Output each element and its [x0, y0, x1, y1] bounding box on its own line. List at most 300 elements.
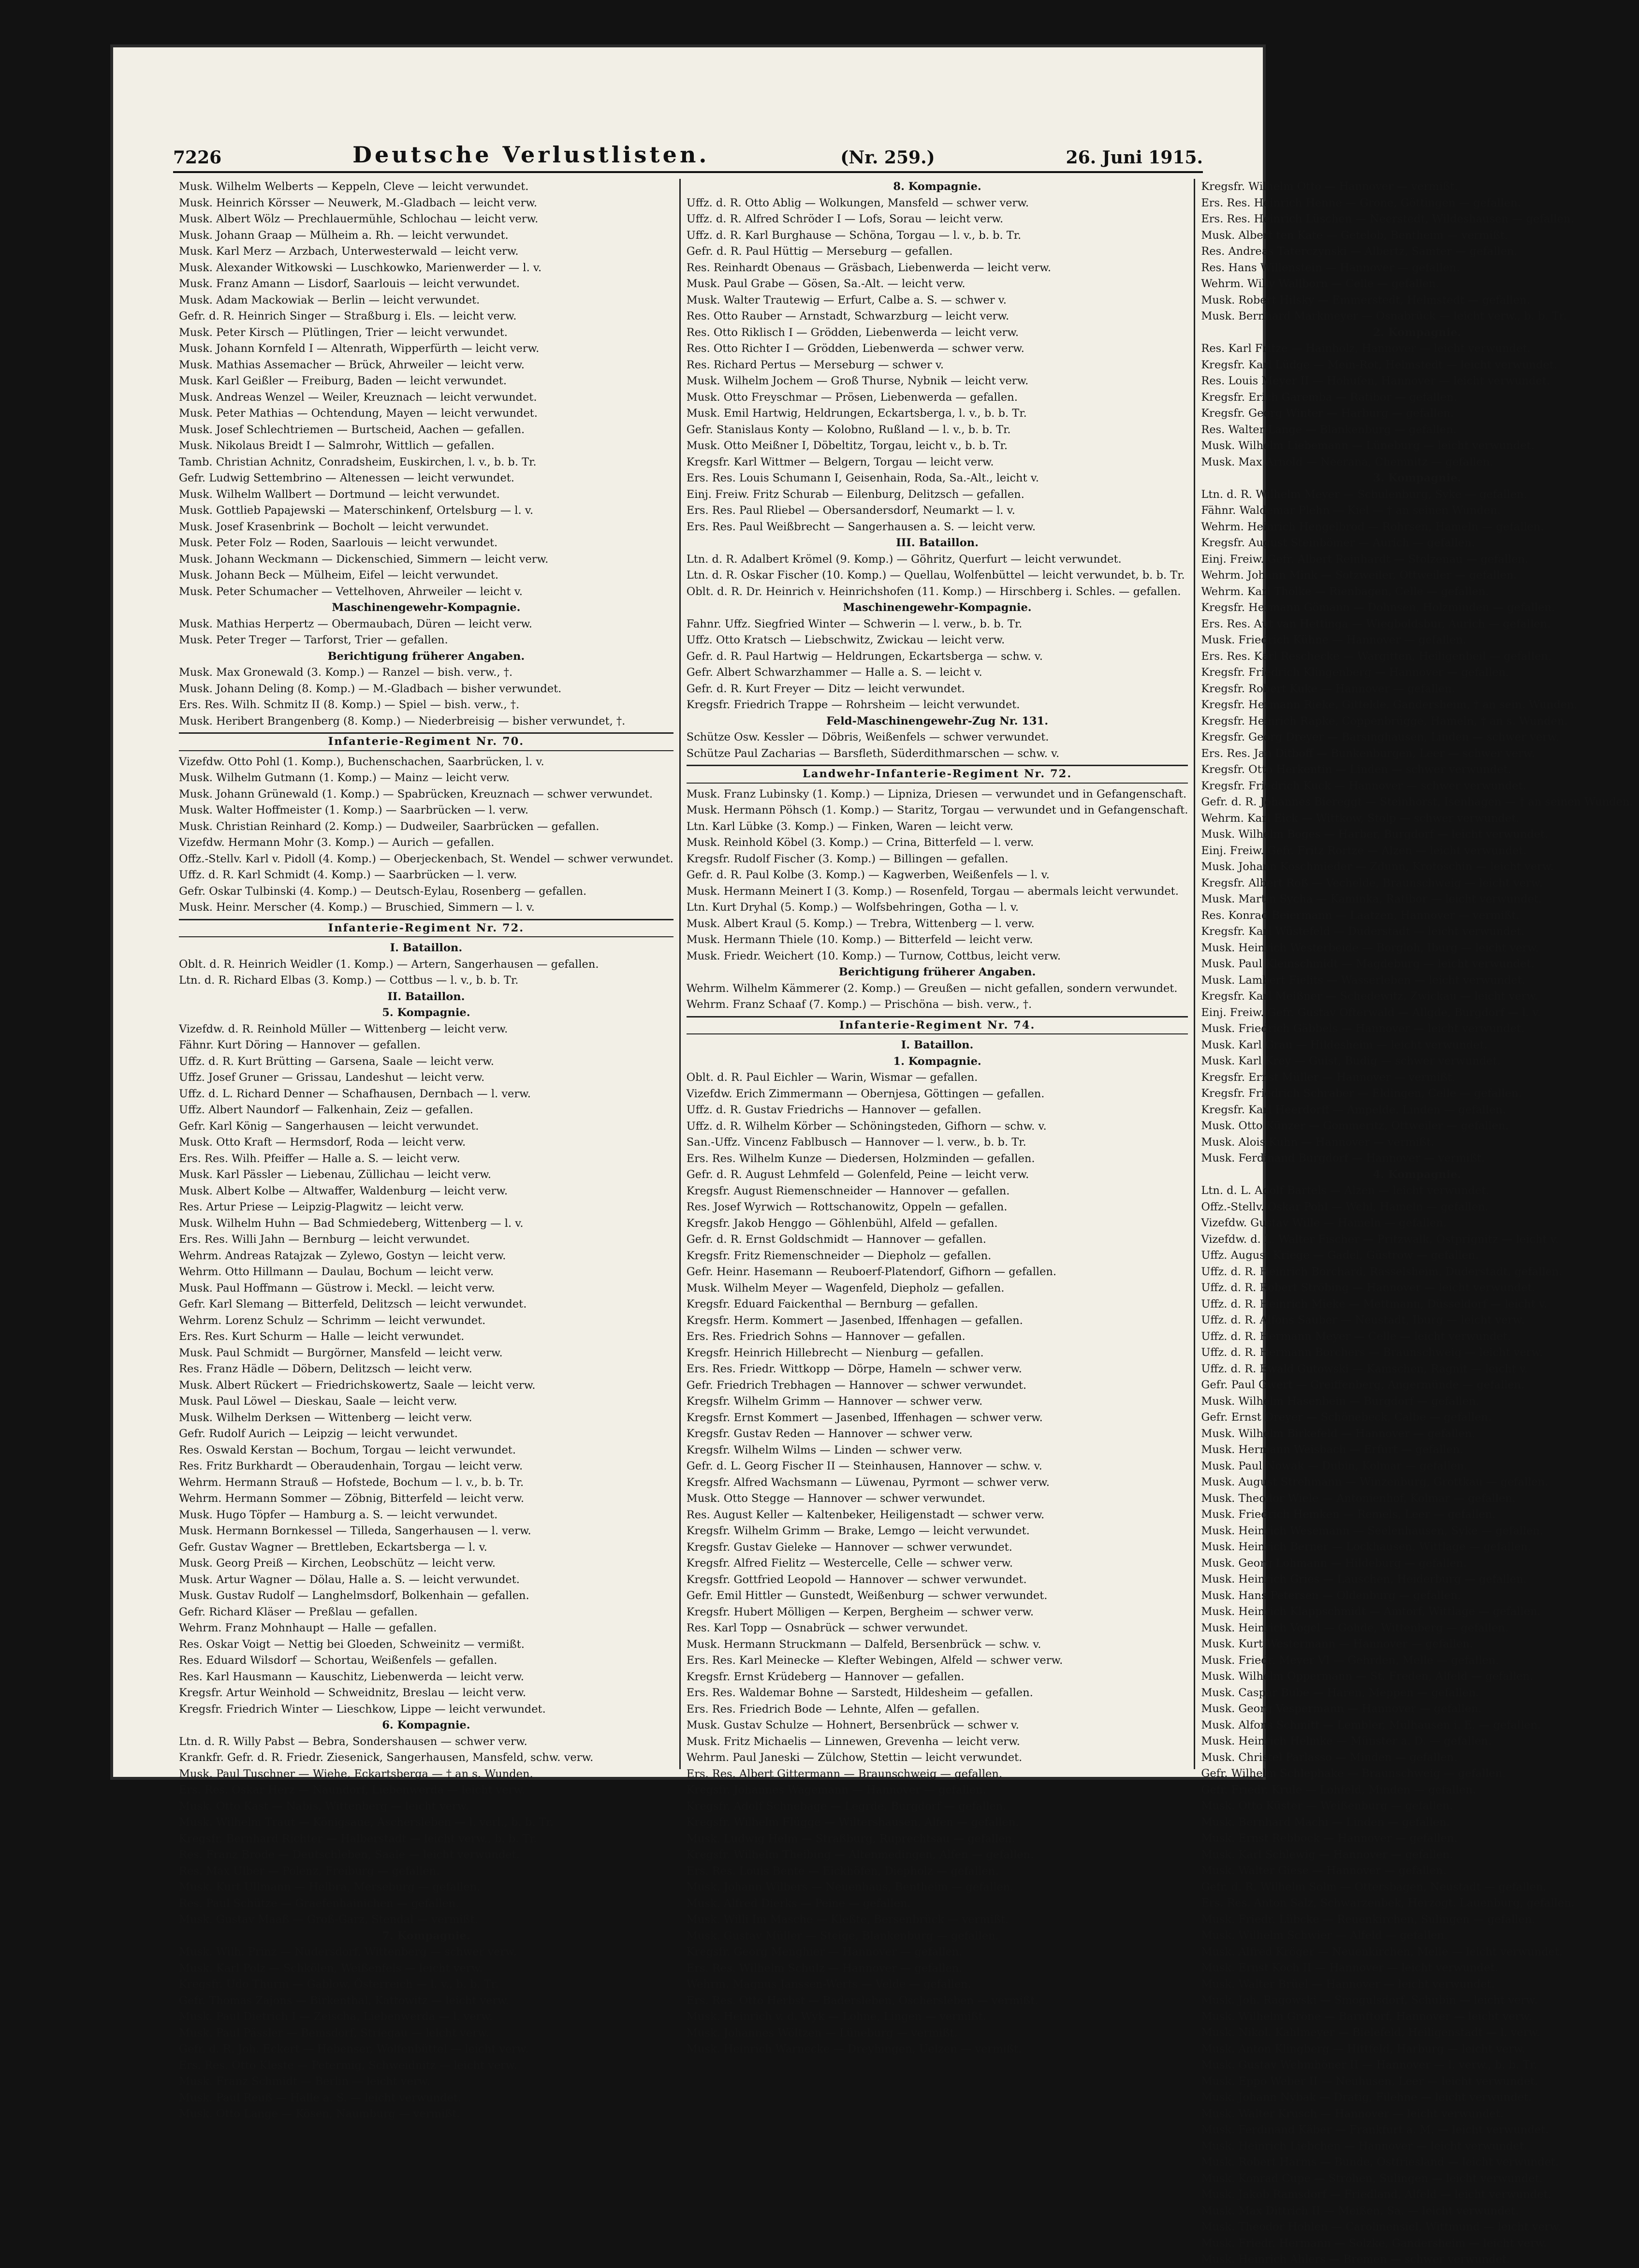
casualty-entry: Wehrm. Hermann Strauß — Hofstede, Bochum — l. v., b. b. Tr. — [179, 1476, 524, 1489]
casualty-entry: San.-Uffz. Vincenz Fablbusch — Hannover — l. verw., b. b. Tr. — [686, 1136, 1026, 1149]
casualty-entry: Res. Walter Lange — Blankenburg — gefallen. — [1201, 423, 1457, 436]
casualty-entry: Uffz. d. R. Robert Ströbing — Hannover — leicht verwundet. — [1201, 1281, 1536, 1294]
casualty-entry: Musk. Karl Pässler — Liebenau, Züllichau — leicht verw. — [179, 1168, 491, 1181]
casualty-entry: Kregsfr. Karl Meißner — Schedewitz, Zwickau — leicht verw. — [1201, 990, 1538, 1003]
casualty-entry: Musk. Hermann Pöhsch (1. Komp.) — Staritz, Torgau — verwundet und in Gefangenschaft. — [686, 804, 1188, 816]
section-heading: Infanterie-Regiment Nr. 74. — [687, 1016, 1188, 1035]
casualty-entry: Kregsfr. Friedrich Kuck — Hannover — schwer verwundet. — [1201, 779, 1526, 792]
casualty-entry: Musk. Max Arnold — Neerana, Chemnitz — gefallen. — [1201, 455, 1493, 468]
casualty-entry: Kregsfr. Georg Menghier — Hannover — gefallen. — [686, 1946, 963, 1958]
casualty-entry: Musk. Ferdinand Käber — Frankfurt a. M. — leicht verwundet. — [1201, 2123, 1549, 2136]
casualty-entry: Musk. Heinrich Berner — Lockhausen, Wittlage — gefallen. — [1201, 1541, 1531, 1553]
casualty-entry: Musk. Heinrich Körsser — Neuwerk, M.-Gladbach — leicht verw. — [179, 196, 538, 209]
section-heading: 2. Kompagnie. — [1373, 326, 1462, 339]
casualty-entry: Ers. Res. Karl Meinecke — Klefter Webingen, Alfeld — schwer verw. — [686, 1654, 1063, 1667]
casualty-entry: Fahnr. Uffz. Siegfried Winter — Schwerin — l. verw., b. b. Tr. — [686, 617, 1023, 630]
casualty-entry: Res. Reinhardt Obenaus — Gräsbach, Liebenwerda — leicht verw. — [686, 261, 1052, 274]
casualty-entry: Musk. Bernhard Machi — Linden — gefallen. — [1201, 1816, 1450, 1829]
casualty-entry: Musk. Willi Im Masche — Kleßte, Bersenbrück — vermißt. — [686, 1913, 1009, 1926]
casualty-entry: Vizefdw. Gustav Wille — Hameln — gefallen. — [1201, 1217, 1447, 1229]
casualty-entry: Gefr. Ludwig Settembrino — Altenessen — leicht verwundet. — [179, 472, 514, 484]
section-heading: Landwehr-Infanterie-Regiment Nr. 72. — [687, 765, 1188, 784]
casualty-entry: Musk. Walter Krusch — Hannover — leicht verwundet. — [1201, 2107, 1504, 2120]
casualty-entry: Res. Hans Willenstein — Hannover — gefallen. — [1201, 261, 1460, 274]
casualty-entry: Kregsfr. Alfred Fielitz — Westercelle, Celle — schwer verw. — [686, 1557, 1013, 1570]
casualty-entry: Gefr. d. L. Georg Fischer II — Steinhausen, Hannover — schw. v. — [686, 1460, 1042, 1472]
casualty-entry: Res. August Keller — Kaltenbeker, Heiligenstadt — schwer verw. — [686, 1508, 1045, 1521]
casualty-entry: Musk. Hermann Thiele (10. Komp.) — Bitterfeld — leicht verw. — [686, 933, 1033, 946]
casualty-entry: Ltn. d. R. Adalbert Krömel (9. Komp.) — Göhritz, Querfurt — leicht verwundet. — [686, 552, 1122, 566]
casualty-entry: Musk. Wilhelm Gutmann (1. Komp.) — Mainz — leicht verw. — [179, 771, 510, 784]
casualty-entry: Res. Karl Topp — Osnabrück — schwer verwundet. — [686, 1622, 968, 1634]
casualty-entry: Musk. Heinrich v. d. Wyk — Lohne, Lingen — vermißt. — [686, 2010, 986, 2023]
casualty-entry: Musk. Nikol. Kahlmeyer — Bielefeld, Heiligenstadt — l. verw. — [1201, 2026, 1540, 2039]
casualty-entry: Musk. Robert Harms — Bunde, Ostfriesland — leicht verwundet. — [1201, 2156, 1559, 2168]
casualty-entry: Kregsfr. Karl Lüdge — Mein-Rot, Helmstedt — leicht verwundet. — [1201, 358, 1557, 371]
casualty-entry: Res. Richard Pertus — Merseburg — schwer v. — [686, 358, 944, 371]
section-heading: Feld-Maschinengewehr-Zug Nr. 131. — [826, 714, 1049, 727]
casualty-entry: Gefr. Thomas Zajons — Birkenthal, Kattowitz — leicht verw. — [179, 1994, 510, 2007]
casualty-entry: Musk. Albert Wölz — Prechlauermühle, Schlochau — leicht verw. — [179, 213, 539, 225]
section-heading: Berichtigung früherer Angaben. — [838, 966, 1036, 978]
casualty-entry: Ers. Res. Waldemar Bohne — Sarstedt, Hildesheim — gefallen. — [686, 1686, 1033, 1699]
casualty-entry: Musk. Peter Folz — Roden, Saarlouis — leicht verwundet. — [179, 537, 498, 549]
casualty-entry: Schütze Osw. Kessler — Döbris, Weißenfels — schwer verwundet. — [686, 731, 1049, 743]
section-heading: 7. Kompagnie. — [382, 1929, 470, 1942]
casualty-entry: Musk. Johann Kornfeld I — Altenrath, Wipperfürth — leicht verw. — [179, 342, 540, 355]
section-heading: 4. Kompagnie. — [1373, 1168, 1462, 1181]
casualty-entry: Kregsfr. Hermann Gömann — Dohnsen, Holzminden — gefallen. — [1201, 601, 1555, 614]
casualty-entry: Musk. Hermann Weisbach — Erfurt — gefallen. — [1201, 1443, 1463, 1456]
casualty-entry: Musk. Otto Küster — Weißenburg — gefallen. — [1201, 1800, 1453, 1812]
casualty-entry: Kregsfr. Otto Herkentin — Linden — schwer verwundet. — [1201, 763, 1511, 776]
casualty-entry: Wehrm. Willy Wallborn — Celle — gefallen. — [1201, 277, 1439, 290]
column-3 — [1194, 179, 1639, 2266]
casualty-entry: Ers. Res. Otto Herbst — Badersleben, Oschersleben — vermißt. — [686, 1994, 1039, 2007]
casualty-entry: Kregsfr. Georg Dreyer — Barsinghausen, Linden — schwer verw. — [1201, 731, 1559, 743]
casualty-entry: Kregsfr. Friedrich Winter — Lieschkow, Lippe — leicht verwundet. — [179, 1702, 546, 1716]
casualty-entry: Musk. Karl Grau — Hildesheim — leicht verwundet. — [1201, 1038, 1488, 1051]
casualty-entry: Kregsfr. Artur Weinhold — Schweidnitz, Breslau — leicht verw. — [179, 1686, 527, 1699]
casualty-entry: Musk. Georg Vespermann — Hannover — gefallen. — [1201, 1702, 1482, 1715]
casualty-entry: Gefr. d. R. Paul Hüttig — Merseburg — gefallen. — [686, 245, 953, 258]
columns — [173, 179, 1633, 2266]
casualty-entry: Musk. Wilhelm Hasenbein — Burgdorf — gefallen. — [1201, 1395, 1479, 1408]
casualty-entry: Musk. Max Dittrich II — Meißen, Sa. — leicht verwundet. — [1201, 2204, 1519, 2217]
casualty-entry: Musk. Alexander Witkowski — Luschkowko, Marienwerder — l. v. — [179, 261, 542, 274]
casualty-entry: Musk. Eppo Weber II — Neuhusen, Leer — leicht verwundet. — [1201, 2075, 1538, 2088]
casualty-entry: Kregsfr. Heinrich Rapke, Coppenbrügge, Hameln, † an s. Wunden. — [1201, 714, 1568, 727]
casualty-entry: Musk. Jakob Ramsdorf — Friedland, Alfeld — leicht verwundet. — [1201, 2188, 1551, 2201]
section-heading: I. Bataillon. — [390, 942, 463, 954]
casualty-entry: Ers. Res. Friedrich Sohns — Hannover — gefallen. — [686, 1330, 966, 1343]
casualty-entry: Wehrm. Karl Eick — Wittkow, Stolp — schwer verwundet. — [1201, 812, 1520, 825]
casualty-entry: Wehrm. Franz Schaaf (7. Komp.) — Prischöna — bish. verw., †. — [686, 998, 1032, 1011]
casualty-entry: Musk. Otto Stegge — Hannover — schwer verwundet. — [686, 1492, 985, 1505]
casualty-entry: Gefr. d. R. August Lehmfeld — Golenfeld, Peine — leicht verw. — [686, 1168, 1029, 1181]
casualty-entry: Musk. Otto Künzer — Gommeritz, Ottweiler — gefallen. — [1201, 1119, 1509, 1132]
casualty-entry: Kregsfr. Gustav Reden — Hannover — schwer verw. — [686, 1427, 973, 1440]
casualty-entry: Uffz. d. R. Wilhelm Körber — Schöningsteden, Gifhorn — schw. v. — [686, 1119, 1047, 1133]
casualty-entry: Vizefdw. Otto Pohl (1. Komp.), Buchenschachen, Saarbrücken, l. v. — [179, 755, 544, 768]
casualty-entry: Musk. Franz Lubinsky (1. Komp.) — Lipniza, Driesen — verwundet und in Gefangenschaft. — [686, 787, 1187, 800]
casualty-entry: Schütze Paul Zacharias — Barsfleth, Süderdithmarschen — schw. v. — [686, 747, 1060, 760]
casualty-entry: Musk. Karl Polz — Schkölen, Weißenfels — leicht verw. — [179, 1962, 483, 1975]
casualty-entry: Gefr. Ernst Dreyer — Schönebeck, Calbe — gefallen. — [1201, 1411, 1492, 1424]
casualty-entry: Kregsfr. August Steinbömer — Aurich — gefallen. — [1201, 537, 1475, 549]
casualty-entry: Musk. Gustav Wehmhöner II — Hannover — l. verw., b. b. Tr. — [1201, 2059, 1537, 2071]
casualty-entry: Musk. Andreas Wenzel — Weiler, Kreuznach — leicht verwundet. — [179, 391, 537, 404]
casualty-entry: Musk. Wilhelm Traut — Königsaue, Aschersleben — l. verl., b. b. Tr. — [179, 1816, 554, 1829]
column-1 — [173, 179, 679, 2120]
casualty-entry: Ers. Res. Wilhelm Schulz — Hannover — gefallen. — [686, 1962, 963, 1975]
casualty-entry: Musk. Theodor Hohlen — Carolinensiel, Wittmund — leicht verw. — [1201, 2221, 1562, 2233]
casualty-entry: Kregsfr. Wilhelm Theibing — Altenmedingen, Alfen — gefallen. — [686, 1848, 1034, 1861]
casualty-entry: Musk. Alfons Schmitt — Lembler, Mülhausen i. E. — gefallen. — [1201, 1718, 1541, 1731]
casualty-entry: Kregsfr. Rudolf Fischer (3. Komp.) — Billingen — gefallen. — [686, 852, 1009, 865]
casualty-entry: Ltn. d. R. Oskar Fischer (10. Komp.) — Quellau, Wolfenbüttel — leicht verwundet, b. b. Tr. — [686, 569, 1185, 582]
casualty-entry: Kregsfr. Heinrich Hillebrecht — Nienburg — gefallen. — [686, 1346, 984, 1359]
casualty-entry: Musk. Georg Preiß — Kirchen, Leobschütz — leicht verw. — [179, 1557, 496, 1570]
casualty-entry: Uffz. Otto Kratsch — Liebschwitz, Zwickau — leicht verw. — [686, 634, 1005, 646]
casualty-entry: Musk. Emil Hartwig, Heldrungen, Eckartsberga, l. v., b. b. Tr. — [686, 407, 1027, 420]
casualty-entry: Fähnr. Kurt Döring — Hannover — gefallen. — [179, 1039, 421, 1051]
casualty-entry: Ltn. Kurt Dryhal (5. Komp.) — Wolfsbehringen, Gotha — l. v. — [686, 901, 1019, 914]
casualty-entry: Musk. Theodor Wiele — Antonienhof, Kolmar — gefallen. — [1201, 1492, 1516, 1505]
casualty-entry: Musk. Paul Kleinschmidt — Magdeburg — leicht verwundet. — [1201, 958, 1535, 970]
casualty-entry: Kregsfr. Herm. Kommert — Jasenbed, Iffenhagen — gefallen. — [686, 1314, 1023, 1327]
casualty-entry: Res. Oswald Kerstan — Bochum, Torgau — leicht verwundet. — [179, 1443, 516, 1456]
casualty-entry: Ers. Res. Friedrich Bode — Lehnte, Alfen — gefallen. — [686, 1702, 980, 1716]
casualty-entry: Wehrm. Heinrich Hengelbrod — Rohrsen, Hameln — gefallen. — [1201, 520, 1544, 533]
casualty-entry: Kregsfr. Johannes Wagemann — Hannover — gefallen. — [686, 1784, 986, 1796]
section-heading: 8. Kompagnie. — [893, 180, 981, 193]
casualty-entry: Gefr. d. R. Wilhelm Solm — Ottersbagen, Neustadt — gefallen. — [1201, 1880, 1547, 1893]
casualty-entry: Musk. Nikolaus Breidt I — Salmrohr, Wittlich — gefallen. — [179, 439, 495, 452]
casualty-entry: Kregsfr. Fritz Riemenschneider — Diepholz — gefallen. — [686, 1249, 992, 1262]
casualty-entry: Musk. Friedr. Meyer VI — Gehrden, Melle — gefallen. — [1201, 1654, 1499, 1667]
casualty-entry: Gefr. d. R. Paul Kolbe (3. Komp.) — Kagwerben, Weißenfels — l. v. — [686, 869, 1050, 881]
casualty-entry: Ers. Res. Willi Jahn — Bernburg — leicht verwundet. — [179, 1233, 470, 1246]
casualty-entry: Uffz. d. R. Hermann Meyer — Celle — leicht verwundet. — [1201, 1330, 1511, 1343]
casualty-entry: Ltn. d. R. Richard Elbas (3. Komp.) — Cottbus — l. v., b. b. Tr. — [179, 974, 519, 987]
casualty-entry: Musk. Gottlieb Papajewski — Materschinkenf, Ortelsburg — l. v. — [179, 504, 533, 517]
page-header — [173, 134, 1203, 168]
section-heading: 1. Kompagnie. — [893, 1055, 981, 1068]
casualty-entry: Wehrm. Magnus Janssen-Werts — Velde — gefallen. — [686, 1978, 971, 1991]
casualty-entry: Uffz. d. R. Karl Burghause — Schöna, Torgau — l. v., b. b. Tr. — [686, 229, 1022, 242]
casualty-entry: Gefr. d. R. Ernst Goldschmidt — Hannover — gefallen. — [686, 1233, 986, 1246]
casualty-entry: Musk. Reinhold Köbel (3. Komp.) — Crina, Bitterfeld — l. verw. — [686, 836, 1034, 849]
casualty-entry: Musk. Heinrich Vogel — Gohde, Wittenberg — gefallen. — [1201, 1621, 1508, 1634]
casualty-entry: Musk. Heinrich Helmke — Münster a. D. — gefallen. — [1201, 1735, 1492, 1747]
casualty-entry: Uffz. d. L. Richard Denner — Schafhausen, Dernbach — l. verw. — [179, 1087, 531, 1100]
section-heading: 6. Kompagnie. — [382, 1719, 470, 1731]
casualty-entry: Musk. Albert Kraul (5. Komp.) — Trebra, Wittenberg — l. verw. — [686, 917, 1035, 930]
casualty-entry: Einj. Freiw. Gefr. Gustav Ofterwald — Allgde, Burgdorf — l. v. — [1201, 1006, 1541, 1019]
casualty-entry: Musk. Bernhard Markmeyer — Osnabrück — leicht verw., b. b. Tr. — [1201, 310, 1567, 322]
casualty-entry: Kregsfr. Erich Garemba — Ratibor — gefallen. — [1201, 391, 1457, 404]
casualty-entry: Musk. Otto Freyschmar — Prösen, Liebenwerda — gefallen. — [686, 391, 1018, 404]
casualty-entry: Kregsfr. Adolf Schnebage — Legrde, Burgdorf — gefallen. — [686, 1800, 1007, 1813]
casualty-entry: Res. Otto Riklisch I — Grödden, Liebenwerda — leicht verw. — [686, 326, 1019, 339]
casualty-entry: Wehrm. Johann Mink — Sotzweiler, Ottweiler — gefallen. — [1201, 569, 1517, 582]
casualty-entry: Gefr. d. R. Paul Hartwig — Heldrungen, Eckartsberga — schw. v. — [686, 650, 1043, 663]
section-heading: Infanterie-Regiment Nr. 70. — [179, 732, 673, 751]
casualty-entry: Kregsfr. Gustav Gieleke — Hannover — schwer verwundet. — [686, 1541, 1012, 1554]
casualty-entry: Musk. Artur Wagner — Dölau, Halle a. S. — leicht verwundet. — [179, 1573, 520, 1586]
section-heading: 3. Kompagnie. — [1373, 472, 1462, 484]
casualty-entry: Musk. Paul Hoffmann — Güstrow i. Meckl. — leicht verw. — [179, 1281, 495, 1294]
casualty-entry: Ers. Res. Louis Bente — Eickhöfen, Diepholz — gefallen. — [686, 1864, 999, 1877]
casualty-entry: Res. Artur Priese — Leipzig-Plagwitz — leicht verw. — [179, 1201, 464, 1213]
casualty-entry: Musk. Heinrich Warnecke — Dreyhingen, Uelzen — vermißt. — [686, 2043, 1022, 2055]
casualty-entry: Musk. Caspar Bube — Haren, Meppen — gefallen. — [1201, 1686, 1479, 1699]
casualty-entry: Ers. Res. Wilh. Pfeiffer — Halle a. S. — leicht verw. — [179, 1152, 460, 1165]
casualty-entry: Uffz. d. R. Ewald Gutowski — Kamschen, Ragnit — leicht v. — [1201, 1362, 1528, 1375]
casualty-entry: Musk. Johannes Wöltzen — Lüneburg — vermißt. — [686, 2026, 958, 2039]
casualty-entry: Musk. Albert Kolbe — Altwaffer, Waldenburg — leicht verw. — [179, 1184, 508, 1197]
casualty-entry: Musk. Hermann Struckmann — Dalfeld, Bersenbrück — schw. v. — [686, 1638, 1041, 1651]
casualty-entry: Musk. Friedrich Gäbbels — Hannover — leicht verwundet. — [1201, 1022, 1525, 1035]
casualty-entry: Gefr. Karl König — Sangerhausen — leicht verwundet. — [179, 1119, 479, 1133]
casualty-entry: Musk. Paul Dietrich I — Zeischa, Liebenwerda — l. verw. — [179, 2010, 493, 2023]
casualty-entry: Einj. Freiw. Gefr. Fritz Rortze — Alzen — leicht verwundet. — [1201, 844, 1527, 857]
casualty-entry: Musk. Wilhelm Oppermann — St. Freden, Alfeld — gefallen. — [1201, 1670, 1534, 1683]
casualty-entry: Musk. Peter Kirsch — Plütlingen, Trier — leicht verwundet. — [179, 326, 508, 339]
casualty-entry: Kregsfr. Gottfried Leopold — Hannover — schwer verwundet. — [686, 1573, 1027, 1586]
issue-date: 26. Juni 1915. — [1066, 147, 1203, 168]
casualty-entry: Musk. Alois Kuhn — Hannover — vermißt. — [1201, 1135, 1434, 1149]
casualty-entry: Kregsfr. Karl Wittmer — Belgern, Torgau — leicht verw. — [686, 455, 994, 468]
casualty-entry: Kregsfr. Karl Wüstefeld — Duderstadt — leicht verwundet. — [1201, 925, 1525, 938]
casualty-entry: Uffz. Josef Gruner — Grissau, Landeshut — leicht verw. — [179, 1071, 485, 1084]
casualty-entry: Res. Max Ulber — Polenz, Freiburg — gefallen. — [179, 1864, 440, 1877]
casualty-entry: Wehrm. Franz Mohnhaupt — Halle — gefallen. — [179, 1622, 437, 1634]
casualty-entry: Musk. Robert Hilsky — Emmerstedt, Helmstedt — gefallen. — [1201, 293, 1530, 306]
casualty-entry: Kregsfr. Wilhelm Wilms — Linden — schwer verw. — [686, 1443, 963, 1456]
casualty-entry: Musk. Hermann Bornkessel — Tilleda, Sangerhausen — l. verw. — [179, 1525, 531, 1537]
casualty-entry: Res. Fritz Burkhardt — Oberaudenhain, Torgau — leicht verw. — [179, 1460, 523, 1472]
casualty-entry: Musk. Kurt Ullmann — Helbra, Merseburg — gefallen. — [179, 1881, 481, 1893]
casualty-entry: Ers. Res. Heinrich Lüschen — Neerstedt, Wildeshausen — gefallen. — [1201, 213, 1574, 225]
casualty-entry: Musk. Walter Giese — Hannover — gefallen. — [1201, 1864, 1447, 1877]
casualty-entry: Gefr. Rudolf Aurich — Leipzig — leicht verwundet. — [179, 1427, 458, 1440]
casualty-entry: Uffz. d. R. Gustav Friedrichs — Hannover — gefallen. — [686, 1104, 981, 1116]
casualty-entry: Kregsfr. Wilhelm Otto — Hannover — vermißt. — [1201, 180, 1458, 193]
casualty-entry: Musk. Heinrich Ahlers — Bremen — schwer verwundet. — [1201, 2253, 1510, 2266]
casualty-entry: Wehrm. Paul Janeski — Zülchow, Stettin — leicht verwundet. — [686, 1751, 1023, 1764]
page-number: 7226 — [173, 147, 222, 168]
casualty-entry: Kregsfr. Albert Roß — Vechelde, Braunschweig — leicht verw. — [1201, 876, 1543, 889]
casualty-entry: Res. Louis Meyer II — Hohufen, Hannover — leicht verwundet. — [1201, 375, 1550, 387]
casualty-entry: Musk. Heinrich Gries — Lauschen, Heiderburg — gefallen. — [1201, 1573, 1527, 1585]
section-heading: I. Bataillon. — [901, 1039, 974, 1051]
casualty-entry: Kregsfr. Bernhard Richter — Halberstadt — leicht verw., b. b. Tr. — [179, 1832, 537, 1845]
casualty-entry: Musk. Peter Mathias — Ochtendung, Mayen — leicht verwundet. — [179, 407, 538, 420]
casualty-entry: Krankfr. Gefr. d. R. Friedr. Ziesenick, Sangerhausen, Mansfeld, schw. verw. — [179, 1751, 594, 1764]
casualty-entry: Res. Otto Rauber — Arnstadt, Schwarzburg — leicht verw. — [686, 310, 1010, 322]
casualty-entry: Musk. Otto Kraft — Hermsdorf, Roda — leicht verw. — [179, 1136, 466, 1149]
casualty-entry: Musk. Lambert Fielits — Wasserleben — leicht verwundet. — [1201, 974, 1525, 987]
casualty-entry: Musk. Hans Petersen — Oldenburg — gefallen. — [1201, 1589, 1461, 1602]
casualty-entry: Res. Franz Hädle — Döbern, Delitzsch — leicht verw. — [179, 1363, 472, 1375]
casualty-entry: Kregsfr. Karl Heerdorff — Ampelde, Linden — gefallen. — [1201, 1103, 1506, 1116]
casualty-entry: Uffz. d. R. Hermann Borchers — Braunschweig — leicht verw. — [1201, 1346, 1543, 1359]
casualty-entry: Vizefdw. Hermann Mohr (3. Komp.) — Aurich — gefallen. — [179, 836, 495, 849]
casualty-entry: Musk. Anton Klingberg — Hittfeld, Harburg — leicht verw. — [1201, 2042, 1525, 2055]
casualty-entry: Kregsfr. Eduard Faickenthal — Bernburg — gefallen. — [686, 1298, 979, 1310]
casualty-entry: Musk. Karl Schlewig — Hannover — gefallen. — [1201, 1848, 1453, 1861]
casualty-entry: Res. Eduard Wilsdorf — Schortau, Weißenfels — gefallen. — [179, 1654, 498, 1667]
casualty-entry: Musk. Paul Tuschner — Wiehe, Eckartsberga — † an s. Wunden. — [179, 1767, 533, 1780]
casualty-entry: Musk. Adam Mackowiak — Berlin — leicht verwundet. — [179, 293, 480, 306]
casualty-entry: Musk. Wilhelm Liebemann — Lüneburg — leicht verwundet. — [1201, 439, 1535, 452]
casualty-entry: Musk. Peter Treger — Tarforst, Trier — gefallen. — [179, 634, 448, 646]
casualty-entry: Kregsfr. Friedrich Klingenberg — Hannover — gefallen. — [1201, 666, 1509, 679]
casualty-entry: Musk. Johann Deling (8. Komp.) — M.-Gladbach — bisher verwundet. — [179, 682, 562, 695]
casualty-entry: Kregsfr. Wilhelm Flügge — Wiltershausen, Alfen — gefallen. — [686, 1816, 1019, 1829]
casualty-entry: Wehrm. Wilhelm Kämmerer (2. Komp.) — Greußen — nicht gefallen, sondern verwundet. — [686, 982, 1178, 995]
casualty-entry: Ers. Res. Friedr. Wittkopp — Dörpe, Hameln — schwer verw. — [686, 1363, 1022, 1375]
casualty-entry: Ers. Res. Kurt Schurm — Halle — leicht verwundet. — [179, 1330, 465, 1343]
casualty-entry: Musk. Alfred Kröger — Neuenkirchen, Melle — leicht verwundet. — [1201, 1945, 1563, 1958]
casualty-entry: Einj. Freiw. Fritz Schurab — Eilenburg, Delitzsch — gefallen. — [686, 488, 1024, 501]
casualty-entry: Musk. Wilh. Prinz — Nudersdorf, Wittenberg — schwer verw. — [179, 1946, 517, 1958]
casualty-entry: Offz.-Stellv. Oskar Pohl — Wehl, Hameln — gefallen. — [1201, 1200, 1489, 1213]
casualty-entry: Musk. Martin Sycha — Kaminka, Ratibor — leicht verwundet. — [1201, 893, 1542, 905]
casualty-entry: Musk. Ernst Koch II — Hannover — leicht verwundet. — [1201, 1962, 1498, 1974]
section-heading: Infanterie-Regiment Nr. 72. — [179, 919, 673, 938]
casualty-entry: Kregsfr. Hubert Mölligen — Kerpen, Bergheim — schwer verw. — [686, 1605, 1034, 1618]
casualty-entry: Musk. Konrad Cupe — Ströhen, Sulingen — leicht verwundet. — [1201, 2172, 1543, 2185]
casualty-entry: Ers. Res. Heinrich Henne — Grone, Göttingen — gefallen. — [1201, 196, 1521, 209]
casualty-entry: Musk. Hermann Meinert I (3. Komp.) — Rosenfeld, Torgau — abermals leicht verwundet. — [686, 885, 1179, 898]
casualty-entry: Musk. Josef Schlechtriemen — Burtscheid, Aachen — gefallen. — [179, 423, 525, 436]
casualty-entry: Uffz. d. R. Alfred Schröder I — Lofs, Sorau — leicht verw. — [686, 213, 1003, 225]
casualty-entry: Kregsfr. Ernst Kommert — Jasenbed, Iffenhagen — schwer verw. — [686, 1411, 1043, 1424]
casualty-entry: Musk. Johann Koschmieder — Zdunn, Krotoschin — leicht verw. — [1201, 860, 1554, 873]
casualty-entry: Musk. Wilhelm Gröne — Barnftorf, Hannover — leicht verw. — [1201, 2010, 1532, 2023]
casualty-entry: Kregsfr. Ernst Krüdeberg — Hannover — gefallen. — [686, 1670, 965, 1683]
casualty-entry: Kregsfr. August Riemenschneider — Hannover — gefallen. — [686, 1184, 1010, 1197]
casualty-entry: Musk. Friedr. Weichert (10. Komp.) — Turnow, Cottbus, leicht verw. — [686, 949, 1061, 962]
casualty-entry: Kregsfr. Friedrich Trappe — Rohrsheim — leicht verwundet. — [686, 698, 1020, 711]
casualty-entry: Ers. Res. Wilh. Schmitz II (8. Komp.) — Spiel — bish. verw., †. — [179, 698, 520, 711]
casualty-entry: Res. Paul Schütze — Graefenhainichen — gefallen. — [179, 1897, 459, 1910]
casualty-entry: Musk. Hugo Töpfer — Hamburg a. S. — leicht verwundet. — [179, 1508, 498, 1521]
casualty-entry: Musk. Wilhelm Derksen — Wittenberg — leicht verw. — [179, 1411, 472, 1424]
casualty-entry: Gefr. d. R. Joh. Eckert — Hebenser, Wolfenbüttel — leicht verw. — [179, 2043, 528, 2055]
casualty-entry: Musk. Albert ten Kate — Getelob, Bentheim — vermißt. — [1201, 229, 1508, 242]
casualty-entry: Musk. Josef Krasenbrink — Bocholt — leicht verwundet. — [179, 520, 489, 533]
casualty-entry: Musk. Walter Brüel — Hannover — leicht verwundet. — [1201, 1977, 1495, 1991]
section-heading: II. Bataillon. — [387, 990, 465, 1003]
casualty-entry: Musk. Max Gronewald (3. Komp.) — Ranzel — bish. verw., †. — [179, 666, 513, 679]
casualty-entry: Musk. Johann Nybak — Dratig, Filehne — leicht verwundet. — [1201, 2091, 1532, 2104]
casualty-entry: Kregsfr. Jakob Henggo — Göhlenbühl, Alfeld — gefallen. — [686, 1217, 998, 1230]
casualty-entry: Musk. Otto Lange — Kösen, Naumburg — vermißt. — [179, 2108, 460, 2120]
casualty-entry: Res. Karl Hausmann — Kauschitz, Liebenwerda — leicht verw. — [179, 1670, 524, 1683]
casualty-entry: Gefr. Richard Kläser — Preßlau — gefallen. — [179, 1605, 418, 1618]
casualty-entry: Musk. Paul Löwel — Dieskau, Saale — leicht verw. — [179, 1395, 457, 1408]
casualty-entry: Musk. Wilhelm Welberts — Keppeln, Cleve — leicht verwundet. — [179, 180, 529, 193]
casualty-entry: Ers. Res. Paul Weißbrecht — Sangerhausen a. S. — leicht verw. — [686, 520, 1036, 533]
casualty-entry: Ltn. d. R. Willy Pabst — Bebra, Sondershausen — schwer verw. — [179, 1735, 527, 1748]
casualty-entry: Musk. Gustav Schulze — Hohnert, Bersenbrück — schwer v. — [686, 1719, 1019, 1731]
casualty-entry: Musk. Walter Trautewig — Erfurt, Calbe a. S. — schwer v. — [686, 293, 1007, 306]
casualty-entry: Res. Oskar Voigt — Nettig bei Gloeden, Schweinitz — vermißt. — [179, 1638, 525, 1651]
casualty-entry: Musk. Kurt Westermann — Hannover — gefallen. — [1201, 1638, 1473, 1650]
casualty-entry: Vizefdw. d. L. Walter Fischer — Pritzwalk, Ostprignitz — leicht v. — [1201, 1233, 1559, 1246]
casualty-entry: Ers. Res. Wilhelm Kunze — Diedersen, Holzminden — gefallen. — [686, 1152, 1035, 1165]
casualty-entry: Musk. Friedrich Kühne — Hannover — gefallen. — [1201, 634, 1466, 646]
casualty-entry: Musk. Heinrich Wesemann — Seelenhausen, Syke — gefallen. — [1201, 1524, 1544, 1537]
casualty-entry: Musk. Walter Hoffmeister (1. Komp.) — Saarbrücken — l. verw. — [179, 804, 529, 816]
issue-number: (Nr. 259.) — [840, 147, 935, 168]
publication-title: Deutsche Verlustlisten. — [352, 142, 710, 168]
casualty-entry: Gefr. Wilhelm Schlephake — Braunschweig — gefallen. — [1201, 1767, 1506, 1780]
casualty-entry: Kregsfr. Hermann Rieke, Gittelde, Gandersheim, † an sein. Wunden. — [1201, 698, 1578, 711]
casualty-entry: Uffz. d. R. Heinrich Borchard, Rasselsheim, Duderstadt, gefallen. — [1201, 1265, 1563, 1278]
casualty-entry: Musk. Gustav Rudolf — Langhelmsdorf, Bolkenhain — gefallen. — [179, 1589, 529, 1602]
casualty-entry: Ers. Res. Louis Schumann I, Geisenhain, Roda, Sa.-Alt., leicht v. — [686, 472, 1039, 484]
casualty-entry: Kregsfr. Wilhelm Grimm — Hannover — schwer verw. — [686, 1395, 983, 1408]
casualty-entry: Musk. Wilhelm Schwier — Alfeld — gefallen. — [1201, 1929, 1448, 1942]
casualty-entry: Kregsfr. Ernst Müller — Hannover — vermißt. — [1201, 1071, 1456, 1084]
casualty-entry: Musk. Gustav Maaß — Groß-Garz, Stendal — vermißt. — [179, 1913, 478, 1926]
casualty-entry: Musk. Albert Rückert — Friedrichskowertz, Saale — leicht verw. — [179, 1379, 536, 1392]
casualty-entry: Uffz. August Kriege — Gadel, Güstrow — gefallen. — [1201, 1249, 1479, 1262]
casualty-entry: Musk. Franz Amann — Lisdorf, Saarlouis — leicht verwundet. — [179, 277, 520, 290]
casualty-entry: Musk. Otto Meißner I, Döbeltitz, Torgau, leicht v., b. b. Tr. — [686, 439, 1008, 452]
casualty-entry: Wehrm. Lorenz Schulz — Schrimm — leicht verwundet. — [179, 1314, 486, 1327]
casualty-entry: Ers. Res. Albert Gittermann — Braunschweig — gefallen. — [686, 1767, 1003, 1780]
casualty-entry: Musk. Paul Grabe — Gösen, Sa.-Alt. — leicht verw. — [686, 277, 966, 290]
casualty-entry: Wehrm. Karl Thölke — Rienbagen, Celle — gefallen. — [1201, 585, 1489, 598]
casualty-entry: Res. Franz Brode — Deutschleben, Saale — leicht verwundet. — [179, 1848, 520, 1861]
casualty-entry: Kregsfr. Georg Winter — Harburg — gefallen. — [1201, 407, 1454, 420]
casualty-entry: Ers. Res. Jan Ditboff — Bunkenburgen, Leer — schwer verw. — [1201, 747, 1535, 760]
casualty-entry: Musk. Ludwig Helm — Straßburg, Ruprechtsau — gefallen. — [686, 1832, 1016, 1845]
casualty-entry: Wehrm. Andreas Ratajzak — Zylewo, Gostyn — leicht verw. — [179, 1249, 506, 1262]
section-heading: Maschinengewehr-Kompagnie. — [843, 601, 1032, 614]
casualty-entry: Musk. Karl Krey — Guist, Budig — schwer verwundet. — [1201, 1055, 1501, 1067]
casualty-entry: Musk. Wilhelm Jochem — Groß Thurse, Nybnik — leicht verw. — [686, 375, 1029, 387]
casualty-entry: Res. Otto Richter I — Grödden, Liebenwerda — schwer verw. — [686, 342, 1024, 355]
casualty-entry: Musk. Gustav Müller — Steige, Blankenburg — gefallen. — [686, 1929, 999, 1942]
casualty-entry: Kregsfr. Robert Kuke — Hannover — gefallen. — [1201, 682, 1455, 695]
casualty-entry: Musk. Johann Wilbers — Neuenhaus, Bentheim — gefallen. — [686, 1881, 1014, 1893]
casualty-entry: Musk. Wilhelm Boges — Harber, Burgdorf — leicht verwundet. — [1201, 828, 1549, 841]
casualty-entry: Musk. Friedrich Hemken — Remels, Leer — gefallen. — [1201, 1508, 1496, 1521]
casualty-entry: Uffz. d. R. Alfons Sauber — Neustadt, Iburg — leicht verw. — [1201, 1314, 1525, 1326]
casualty-entry: Musk. Georg Lohmann — Hildeburg — gefallen. — [1201, 1556, 1467, 1570]
casualty-entry: Uffz. d. R. Otto Ablig — Wolkungen, Mansfeld — schwer verw. — [686, 196, 1029, 209]
casualty-entry: Fähnr. Waldemar Plehn — Kiel — † an seinen Wunden. — [1201, 504, 1501, 517]
casualty-entry: Gefr. Paul Gwert — Greiffenberg, Angermünde — gefallen. — [1201, 1379, 1525, 1391]
casualty-entry: Musk. Ferdinand Burgdorf — Hannover — vermißt. — [1201, 1152, 1485, 1164]
casualty-entry: Kregsfr. Udo Thurm — Gablow, Österreich — l. v., b. b. Tr. — [179, 1978, 499, 1991]
casualty-entry: Musk. Wilhelm Birkefeld — Hannover — gefallen. — [1201, 1427, 1476, 1440]
casualty-entry: Oblt. d. R. Heinrich Weidler (1. Komp.) — Artern, Sangerhausen — gefallen. — [179, 958, 599, 971]
casualty-entry: Kregsfr. Wilhelm Grimm — Brake, Lemgo — leicht verwundet. — [686, 1525, 1030, 1537]
section-heading: III. Bataillon. — [896, 537, 979, 549]
casualty-entry: Ltn. d. L. Adolf Bartels — Alzen — leicht verwundet. — [1201, 1184, 1490, 1197]
casualty-entry: Musk. Friedr. Lübcke — Reuenkirchen, Sulingen — gefallen. — [1201, 1913, 1536, 1926]
casualty-entry: Gefr. Oskar Tulbinski (4. Komp.) — Deutsch-Eylau, Rosenberg — gefallen. — [179, 885, 587, 898]
casualty-entry: Musk. Heinrich Klappschmidt — Amtorf, Wittlage — gefallen. — [1201, 1605, 1541, 1618]
